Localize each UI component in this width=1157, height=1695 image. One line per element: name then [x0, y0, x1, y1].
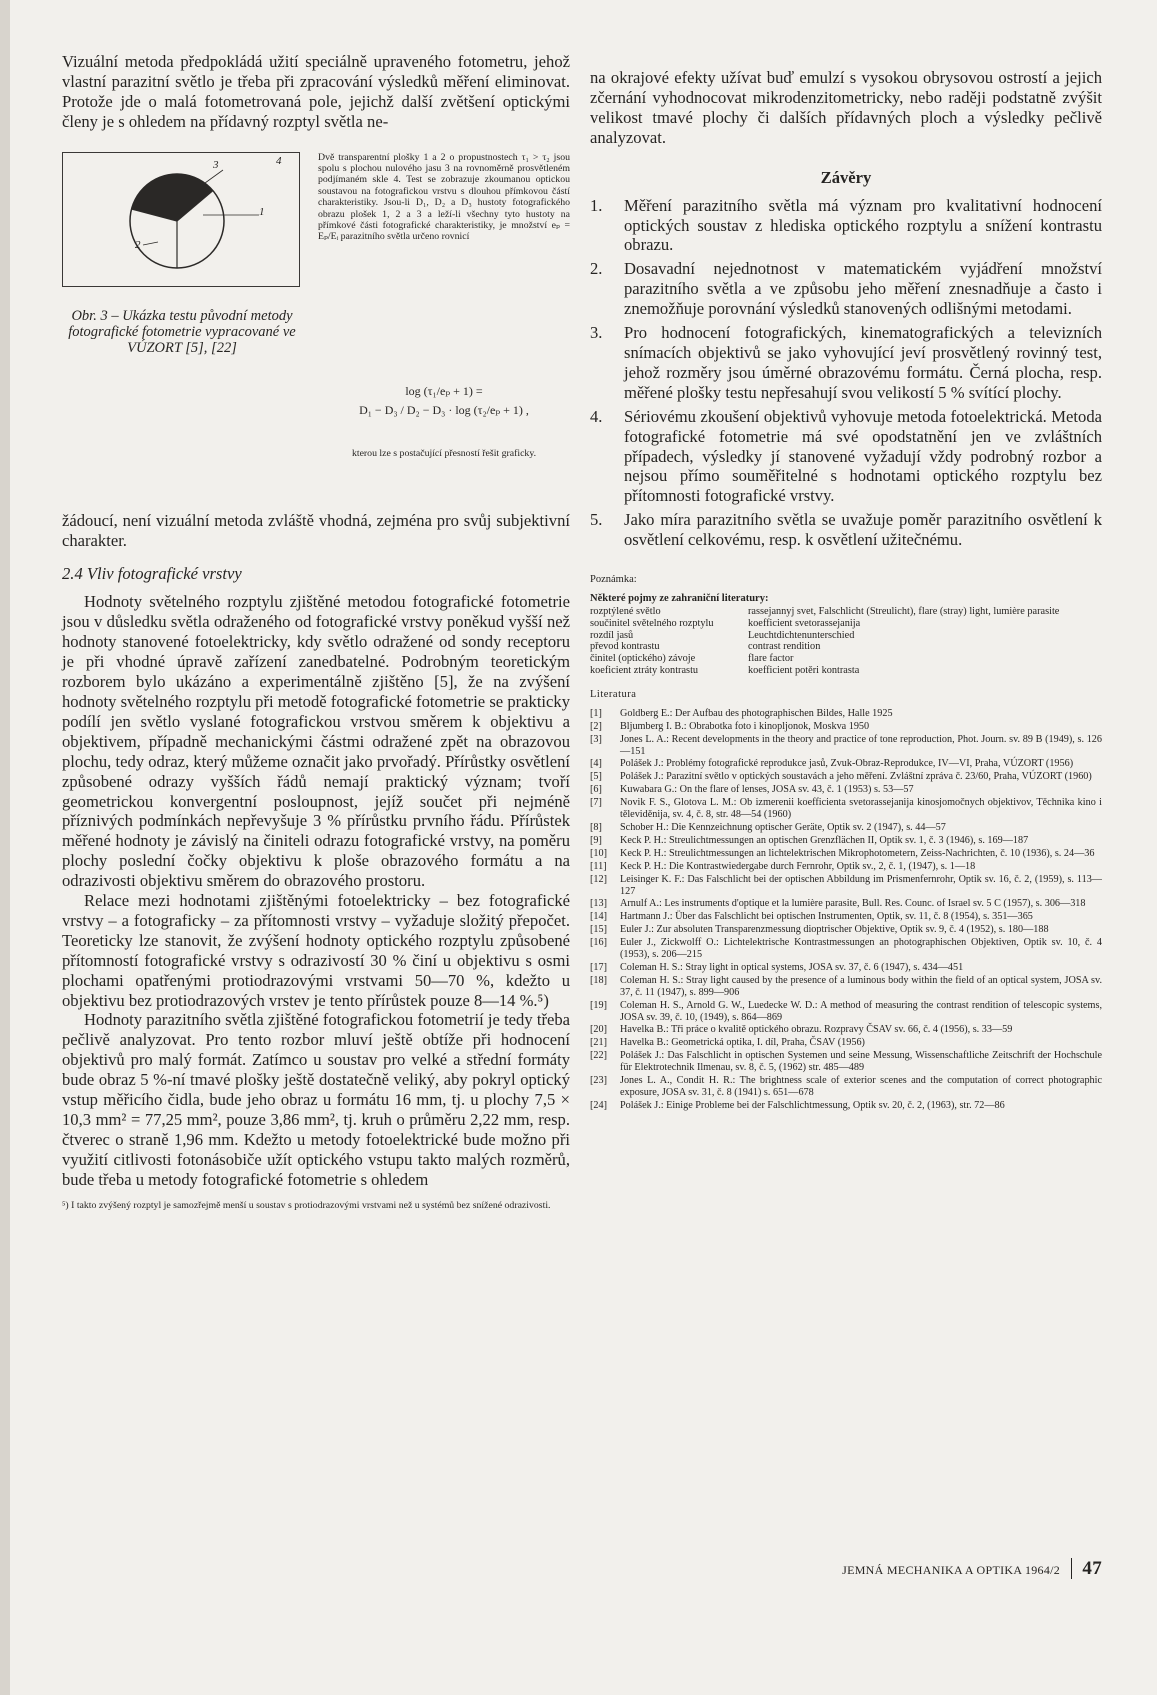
reference-item: [590, 924, 1102, 936]
item-number: 1.: [590, 195, 603, 215]
paragraph: Hodnoty světelného rozptylu zjištěné metodou fotografické fotometrie jsou v důsledku světla odraženého od fotografické vrstvy poněkud vyšší než hodnoty stanovené fotoelektricky, kdy světlo odražené od sondy receptoru je při vhodné úpravě zařízení zanedbatelné. Podrobným teoretickým rozborem bylo ukázáno a experimentálně zjištěno [5], že na zvýšení hodnoty světelného rozptylu při metodě fotografické fotometrie se prakticky podílí jen světlo vyslané fotografickou vrstvou směrem k objektivu a objektivem, případně mechanickými částmi odražené zpět na obrazovou plochu, tedy odraz, který můžeme označit jako prvořadý. Přírůstky osvětlení způsobené odrazy vyšších řádů nemají praktický význam; tvoří geometrickou konvergentní posloupnost, jejíž součet při nejméně příznivých podmínkách nepřevyšuje 3 % přírůstku prvního řádu. Přírůstek měřené hodnoty je závislý na činiteli odrazu fotografické vrstvy, na poměru plochy poslední čočky objektivu k ploše obrazového formátu a na odrazivosti objektivu směrem do obrazového prostoru.: [62, 592, 570, 891]
reference-item: [590, 771, 1102, 783]
table-row: [590, 641, 1102, 653]
item-text: Pro hodnocení fotografických, kinematografických a televizních snímacích objektivů se jako vyhovující jeví prosvětlený rovinný test, jehož rozměry jsou úměrné obrazovému formátu. Černá plocha, resp. měřené plošky testu nepřesahují svou velikostí 5 % svítící plochy.: [624, 323, 1102, 402]
references-list: [590, 708, 1102, 1112]
paragraph: Relace mezi hodnotami zjištěnými fotoelektricky – bez fotografické vrstvy – a fotograficky – za přítomnosti vrstvy – vyžaduje složitý přepočet. Teoreticky lze stanovit, že zvýšení hodnoty optického rozptylu způsobené přítomností fotografické vrstvy s odrazivostí 30 % činí u objektivu s osmi plochami opatřenými protiodrazovými vrstvami 50—70 %, kdežto u objektivu bez protiodrazových vrstev je tento přírůstek pouze 8—14 %.⁵): [62, 891, 570, 1010]
test-pattern-drawing: [63, 153, 301, 288]
reference-text: Havelka B.: Tři práce o kvalitě optického obrazu. Rozpravy ČSAV sv. 66, č. 4 (1956), s. 33—59: [620, 1024, 1013, 1036]
note-heading: Poznámka:: [590, 574, 637, 586]
reference-item: [590, 758, 1102, 770]
table-row: [590, 665, 1102, 677]
reference-number: [16]: [590, 937, 607, 949]
reference-number: [19]: [590, 999, 607, 1011]
reference-text: Coleman H. S.: Stray light in optical systems, JOSA sv. 37, č. 6 (1947), s. 434—451: [620, 961, 964, 973]
item-number: 5.: [590, 510, 603, 530]
reference-number: [22]: [590, 1050, 607, 1062]
terms-title: Některé pojmy ze zahraniční literatury:: [590, 593, 769, 605]
table-row: [590, 618, 1102, 630]
section-heading: 2.4 Vliv fotografické vrstvy: [62, 564, 242, 584]
reference-number: [9]: [590, 834, 602, 846]
reference-text: Polášek J.: Parazitní světlo v optických soustavách a jeho měření. Zvláštní zpráva č. 23/60, Praha, VÚZORT (1960): [620, 771, 1092, 783]
figure-test-diagram: [62, 152, 300, 287]
left-column: [62, 52, 570, 1211]
term-czech: součinitel světelného rozptylu: [590, 617, 714, 629]
reference-number: [4]: [590, 758, 602, 770]
reference-number: [5]: [590, 771, 602, 783]
term-foreign: koefficient potěri kontrasta: [748, 665, 860, 677]
reference-item: [590, 784, 1102, 796]
item-number: 3.: [590, 323, 603, 343]
reference-number: [17]: [590, 961, 607, 973]
reference-item: [590, 1037, 1102, 1049]
term-foreign: flare factor: [748, 653, 794, 665]
reference-number: [7]: [590, 797, 602, 809]
reference-item: [590, 1000, 1102, 1024]
paragraph: žádoucí, není vizuální metoda zvláště vhodná, zejména pro svůj subjektivní charakter.: [62, 510, 570, 550]
page-number: 47: [1071, 1558, 1102, 1579]
conclusions-heading: Závěry: [820, 167, 872, 187]
reference-text: Coleman H. S.: Stray light caused by the presence of a luminous body within the field of an optical system, JOSA sv. 37, č. 11 (1947), s. 899—906: [620, 974, 1102, 998]
reference-text: Jones L. A.: Recent developments in the theory and practice of tone reproduction, Phot. Journ. sv. 89 B (1949), s. 126—151: [620, 733, 1102, 757]
reference-text: Novik F. S., Glotova L. M.: Ob izmerenii koefficienta svetorassejanija kinosjomočnych objektivov, Těchnika kino i těleviděnija, sv. 4, č. 8, str. 48—54 (1960): [620, 797, 1102, 821]
paragraph: Hodnoty parazitního světla zjištěné fotografickou fotometrií je tedy třeba pečlivě analyzovat. Pro tento rozbor mluví ještě obtíže při hodnocení objektivů pro malý formát. Zatímco u soustav pro velké a střední formáty bude obraz 5 %-ní tmavé plošky ještě dostatečně veliký, aby pokryl optický vstup měřicího čidla, bude jeho obraz u formátu 16 mm, tj. u plochy 7,5 × 10,3 mm² = 77,25 mm², pouze 3,86 mm², tj. kruh o průměru 2,22 mm, resp. čtverec o straně 1,96 mm. Kdežto u metody fotoelektrické bude možno při využití citlivosti fotonásobiče užít optického vstupu takto malých rozměrů, bude třeba u metody fotografické fotometrie s ohledem: [62, 1010, 570, 1189]
reference-text: Goldberg E.: Der Aufbau des photographischen Bildes, Halle 1925: [620, 707, 893, 719]
reference-number: [21]: [590, 1037, 607, 1049]
reference-text: Euler J.: Zur absoluten Transparenzmessung dioptrischer Objektive, Optik sv. 9, č. 4 (1952), s. 180—188: [620, 924, 1049, 936]
reference-item: [590, 797, 1102, 821]
journal-page: [10, 0, 1157, 1695]
reference-number: [10]: [590, 847, 607, 859]
item-text: Dosavadní nejednotnost v matematickém vyjádření množství parazitního světla a ve způsobu jeho měření znesnadňuje a často i znemožňuje porovnání výsledků stanovených odlišnými metodami.: [624, 259, 1102, 319]
list-item: [590, 323, 1102, 403]
reference-number: [1]: [590, 707, 602, 719]
term-foreign: Leuchtdichtenunterschied: [748, 629, 855, 641]
reference-number: [12]: [590, 873, 607, 885]
running-footer: [752, 1558, 1102, 1582]
reference-item: [590, 708, 1102, 720]
term-foreign: koefficient svetorassejanija: [748, 617, 861, 629]
reference-text: Havelka B.: Geometrická optika, I. díl, Praha, ČSAV (1956): [620, 1037, 865, 1049]
reference-text: Keck P. H.: Streulichtmessungen an optischen Grenzflächen II, Optik sv. 1, č. 3 (1946), s. 169—187: [620, 834, 1029, 846]
equation-note: kterou lze s postačující přesností řešit graficky.: [351, 447, 537, 459]
equation-line-1: log (τ₁/eₚ + 1) =: [405, 383, 483, 398]
table-row: [590, 606, 1102, 618]
reference-number: [20]: [590, 1024, 607, 1036]
list-item: [590, 259, 1102, 319]
reference-number: [15]: [590, 924, 607, 936]
item-text: Měření parazitního světla má význam pro kvalitativní hodnocení optických soustav z hlediska optického rozptylu a snížení kontrastu obrazu.: [624, 195, 1102, 255]
equation-line-2: D₁ − D₃ / D₂ − D₃ · log (τ₂/eₚ + 1) ,: [359, 402, 529, 417]
reference-item: [590, 721, 1102, 733]
reference-text: Leisinger K. F.: Das Falschlicht bei der optischen Abbildung im Prismenfernrohr, Optik sv. 16, č. 2, (1959), s. 113—127: [620, 873, 1102, 897]
conclusions-list: [590, 196, 1102, 550]
reference-item: [590, 861, 1102, 873]
reference-number: [14]: [590, 911, 607, 923]
reference-item: [590, 1050, 1102, 1074]
table-row: [590, 653, 1102, 665]
reference-number: [18]: [590, 974, 607, 986]
list-item: [590, 510, 1102, 550]
reference-item: [590, 962, 1102, 974]
reference-item: [590, 1024, 1102, 1036]
footnote: ⁵) I takto zvýšený rozptyl je samozřejmě menší u soustav s protiodrazovými vrstvami než u systémů bez snížené odrazivosti.: [62, 1199, 551, 1211]
paragraph: Vizuální metoda předpokládá užití speciálně upraveného fotometru, jehož vlastní parazitní světlo je třeba při zpracování výsledků měření eliminovat. Protože jde o malá fotometrovaná pole, jejichž další zvětšení optickými členy je s ohledem na přídavný rozptyl světla ne-: [62, 52, 570, 131]
label-1: 1: [259, 205, 265, 218]
reference-text: Schober H.: Die Kennzeichnung optischer Geräte, Optik sv. 2 (1947), s. 44—57: [620, 821, 946, 833]
reference-item: [590, 734, 1102, 758]
journal-name: JEMNÁ MECHANIKA A OPTIKA 1964/2: [842, 1563, 1061, 1577]
references-heading: Literatura: [590, 688, 637, 700]
reference-item: [590, 898, 1102, 910]
reference-text: Polášek J.: Das Falschlicht in optischen Systemen und seine Messung, Wissenschaftliche Zeitschrift der Hochschule für Elektrotechnik Ilmenau, sv. 8, č. 5, (1962) str. 485—489: [620, 1050, 1102, 1074]
reference-text: Keck P. H.: Die Kontrastwiedergabe durch Fernrohr, Optik sv., 2, č. 1, (1947), s. 1—18: [620, 860, 976, 872]
term-czech: rozptýlené světlo: [590, 606, 661, 618]
reference-item: [590, 975, 1102, 999]
label-4: 4: [276, 154, 282, 167]
right-column: [590, 68, 1102, 1113]
item-text: Sériovému zkoušení objektivů vyhovuje metoda fotoelektrická. Metoda fotografické fotometrie má své opodstatnění jen ve zvláštních případech, výsledky jí stanovené vyžadují vždy podrobný rozbor a nejsou přímo souměřitelné s hodnotami optického rozptylu bez přítomnosti fotografické vrstvy.: [624, 406, 1102, 506]
reference-number: [23]: [590, 1075, 607, 1087]
term-foreign: rassejannyj svet, Falschlicht (Streulicht), flare (stray) light, lumière parasite: [748, 606, 1060, 618]
item-number: 4.: [590, 406, 603, 426]
reference-text: Kuwabara G.: On the flare of lenses, JOSA sv. 43, č. 1 (1953) s. 53—57: [620, 784, 914, 796]
figure-caption: Obr. 3 – Ukázka testu původní metody fotografické fotometrie vypracované ve VÚZORT [5], [22]: [68, 307, 296, 356]
list-item: [590, 407, 1102, 507]
equation: [318, 380, 570, 422]
reference-item: [590, 835, 1102, 847]
figure-description: Dvě transparentní plošky 1 a 2 o propustnostech τ₁ > τ₂ jsou spolu s plochou nulového jasu 3 na rovnoměrně prosvětleném podjímaném skle 4. Test se zobrazuje zkoumanou optickou soustavou na fotografickou vrstvu s dlouhou přímkovou částí charakteristiky. Jsou-li D₁, D₂ a D₃ hustoty fotografického obrazu plošek 1, 2 a 3 a leží-li všechny tyto hustoty na přímkové části fotografické charakteristiky, je množství eₚ = Eₚ/Eᵢ parazitního světla určeno rovnicí: [318, 151, 570, 243]
paragraph: na okrajové efekty užívat buď emulzí s vysokou obrysovou ostrostí a jejich zčernání vyhodnocovat mikrodenzitometricky, nebo raději podstatně zvýšit velikost tmavé plochy či dalších přídavných ploch a výsledky pečlivě analyzovat.: [590, 68, 1102, 147]
term-czech: koeficient ztráty kontrastu: [590, 665, 699, 677]
list-item: [590, 196, 1102, 256]
label-2: 2: [135, 238, 141, 251]
term-czech: činitel (optického) závoje: [590, 653, 696, 665]
reference-number: [11]: [590, 860, 607, 872]
reference-text: Hartmann J.: Über das Falschlicht bei optischen Instrumenten, Optik, sv. 11, č. 8 (1954), s. 351—365: [620, 911, 1033, 923]
reference-number: [8]: [590, 821, 602, 833]
figure-3: [62, 152, 570, 497]
terms-table: [590, 606, 1102, 677]
reference-text: Polášek J.: Problémy fotografické reprodukce jasů, Zvuk-Obraz-Reprodukce, IV—VI, Praha, VÚZORT (1956): [620, 758, 1074, 770]
label-3: 3: [213, 158, 219, 171]
reference-text: Polášek J.: Einige Probleme bei der Falschlichtmessung, Optik sv. 20, č. 2, (1963), str. 72—86: [620, 1099, 1005, 1111]
reference-text: Bljumberg I. B.: Obrabotka foto i kinopljonok, Moskva 1950: [620, 720, 870, 732]
reference-item: [590, 911, 1102, 923]
reference-number: [24]: [590, 1099, 607, 1111]
reference-text: Keck P. H.: Streulichtmessungen an lichtelektrischen Mikrophotometern, Zeiss-Nachrichten, č. 10 (1936), s. 24—36: [620, 847, 1095, 859]
reference-number: [13]: [590, 898, 607, 910]
reference-number: [3]: [590, 733, 602, 745]
item-number: 2.: [590, 259, 603, 279]
term-czech: rozdíl jasů: [590, 629, 634, 641]
reference-text: Euler J., Zickwolff O.: Lichtelektrische Kontrastmessungen an photographischen Objektiven, Optik sv. 10, č. 4 (1953), s. 206—215: [620, 937, 1102, 961]
reference-text: Arnulf A.: Les instruments d'optique et la lumière parasite, Bull. Res. Counc. of Israel sv. 5 C (1957), s. 306—318: [620, 898, 1086, 910]
term-czech: převod kontrastu: [590, 641, 660, 653]
reference-item: [590, 1075, 1102, 1099]
reference-number: [2]: [590, 720, 602, 732]
reference-text: Jones L. A., Condit H. R.: The brightness scale of exterior scenes and the computation of correct photographic exposure, JOSA sv. 31, č. 8 (1941) s. 651—678: [620, 1075, 1102, 1098]
reference-item: [590, 874, 1102, 898]
reference-text: Coleman H. S., Arnold G. W., Luedecke W. D.: A method of measuring the contrast rendition of telescopic systems, JOSA sv. 39, č. 10, (1949), s. 864—869: [620, 999, 1102, 1023]
reference-item: [590, 822, 1102, 834]
term-foreign: contrast rendition: [748, 641, 821, 653]
reference-item: [590, 937, 1102, 961]
table-row: [590, 630, 1102, 642]
reference-item: [590, 1100, 1102, 1112]
reference-number: [6]: [590, 784, 602, 796]
item-text: Jako míra parazitního světla se uvažuje poměr parazitního osvětlení k osvětlení celkovému, resp. k osvětlení užitečnému.: [624, 510, 1102, 550]
reference-item: [590, 848, 1102, 860]
